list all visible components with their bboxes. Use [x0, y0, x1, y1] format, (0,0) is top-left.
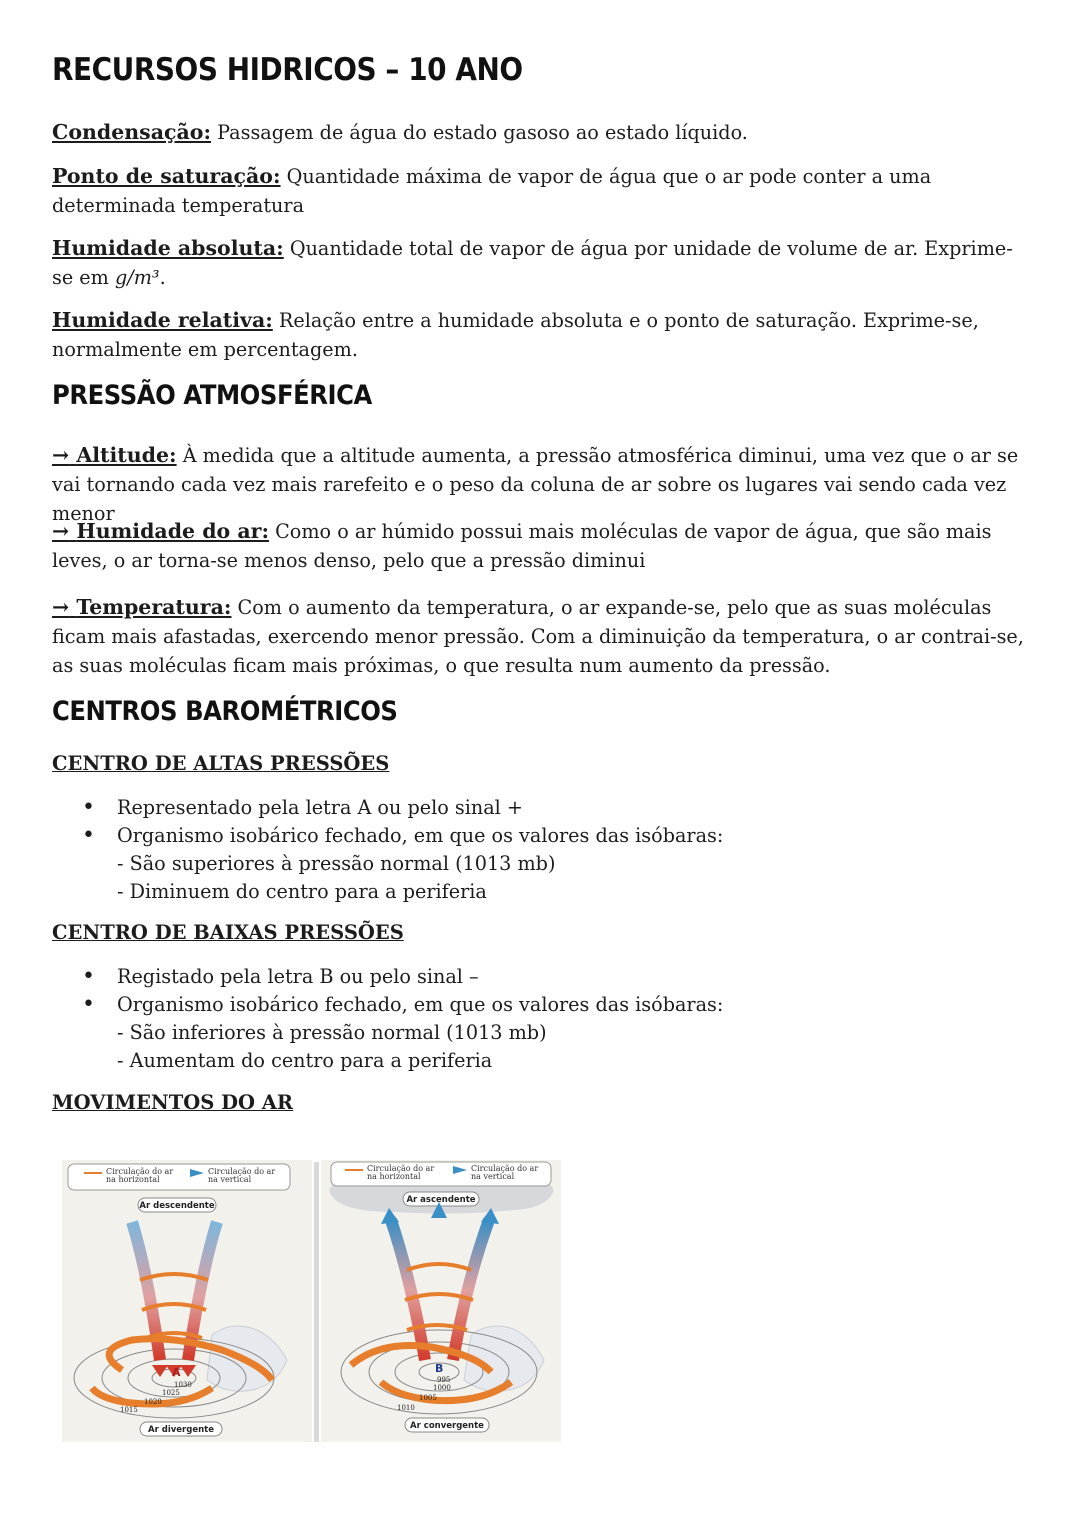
- term-label: Humidade absoluta:: [52, 236, 284, 260]
- center-letter: B: [435, 1362, 444, 1375]
- top-label: Ar ascendente: [406, 1195, 476, 1205]
- definition-humidade-absoluta: [52, 234, 1027, 292]
- legend-v-line1: Circulação do ar: [208, 1167, 276, 1176]
- figure-ciclone: [321, 1160, 561, 1442]
- term-label: Condensação:: [52, 120, 212, 144]
- list-item: • Organismo isobárico fechado, em que os valores das isóbaras:: [52, 991, 1027, 1019]
- isobar-value: 1025: [162, 1389, 180, 1397]
- legend-h-line1: Circulação do ar: [106, 1167, 174, 1176]
- definition-text: Passagem de água do estado gasoso ao estado líquido.: [211, 121, 748, 144]
- isobar-value: 1030: [174, 1381, 192, 1389]
- ascending-arrow: [391, 1220, 425, 1360]
- arrow-icon: →: [52, 519, 70, 543]
- subheading-baixas-pressoes: CENTRO DE BAIXAS PRESSÕES: [52, 921, 404, 944]
- top-label: Ar descendente: [139, 1201, 215, 1211]
- term-label: Humidade do ar:: [76, 519, 270, 543]
- definition-end: .: [159, 266, 166, 289]
- term-label: Humidade relativa:: [52, 308, 273, 332]
- list-item: • Organismo isobárico fechado, em que os valores das isóbaras:: [52, 822, 1027, 850]
- center-letter: A: [172, 1366, 181, 1379]
- term-label: Temperatura:: [76, 595, 232, 619]
- list-item: • Representado pela letra A ou pelo sinal +: [52, 794, 1027, 822]
- arrow-icon: →: [52, 443, 70, 467]
- figure-anticiclone: [62, 1160, 312, 1442]
- legend-h-line2: na horizontal: [367, 1172, 421, 1181]
- pressao-item-temperatura: [52, 593, 1027, 680]
- isobar-value: 995: [437, 1376, 451, 1384]
- unit-formula: g/m³: [114, 266, 160, 289]
- figure-divider: [314, 1162, 319, 1442]
- term-label: Altitude:: [76, 443, 177, 467]
- legend-h-line2: na horizontal: [106, 1175, 160, 1184]
- subheading-movimentos: MOVIMENTOS DO AR: [52, 1091, 294, 1114]
- page-title: RECURSOS HIDRICOS – 10 ANO: [52, 52, 523, 88]
- bottom-label: Ar convergente: [410, 1421, 484, 1431]
- isobar-value: 1000: [433, 1384, 451, 1392]
- term-label: Ponto de saturação:: [52, 164, 281, 188]
- list-baixas-pressoes: [52, 963, 1027, 1075]
- definition-humidade-relativa: [52, 306, 1027, 364]
- definition-text: Quantidade máxima de vapor de água que o ar pode conter a uma determinada temperatura: [52, 165, 932, 217]
- pressao-item-humidade: [52, 517, 1027, 575]
- definition-text: Quantidade total de vapor de água por unidade de volume de ar. Exprime-se em: [52, 237, 1013, 289]
- legend-v-line2: na vertical: [471, 1172, 515, 1181]
- item-text: À medida que a altitude aumenta, a pressão atmosférica diminui, uma vez que o ar se vai tornando cada vez mais rarefeito e o peso da coluna de ar sobre os lugares vai sendo cada vez menor: [52, 444, 1019, 525]
- item-text: Como o ar húmido possui mais moléculas de vapor de água, que são mais leves, o ar torna-se menos denso, pelo que a pressão diminui: [52, 520, 992, 572]
- isobar-value: 1020: [144, 1398, 162, 1406]
- definition-ponto-saturacao: [52, 162, 1027, 220]
- definition-condensacao: [52, 118, 1027, 147]
- list-item: • Registado pela letra B ou pelo sinal –: [52, 963, 1027, 991]
- isobar-value: 1010: [397, 1404, 415, 1412]
- section-heading-pressao: PRESSÃO ATMOSFÉRICA: [52, 380, 372, 411]
- list-subitem: - São inferiores à pressão normal (1013 mb): [117, 1021, 547, 1044]
- list-altas-pressoes: [52, 794, 1027, 906]
- legend-h-line1: Circulação do ar: [367, 1164, 435, 1173]
- isobar-value: 1005: [419, 1394, 437, 1402]
- bottom-label: Ar divergente: [148, 1425, 214, 1435]
- list-subitem: - Diminuem do centro para a periferia: [117, 880, 487, 903]
- isobar-value: 1015: [120, 1406, 138, 1414]
- arrow-icon: →: [52, 595, 70, 619]
- item-text: Com o aumento da temperatura, o ar expande-se, pelo que as suas moléculas ficam mais afastadas, exercendo menor pressão. Com a diminuição da temperatura, o ar contrai-se, as suas moléculas ficam mais próximas, o que resulta num aumento da pressão.: [52, 596, 1024, 677]
- pressao-item-altitude: [52, 441, 1027, 528]
- subheading-altas-pressoes: CENTRO DE ALTAS PRESSÕES: [52, 752, 390, 775]
- section-heading-centros: CENTROS BAROMÉTRICOS: [52, 696, 398, 727]
- list-subitem: - São superiores à pressão normal (1013 mb): [117, 852, 556, 875]
- definition-text: Relação entre a humidade absoluta e o ponto de saturação. Exprime-se, normalmente em percentagem.: [52, 309, 979, 361]
- legend-v-line1: Circulação do ar: [471, 1164, 539, 1173]
- list-subitem: - Aumentam do centro para a periferia: [117, 1049, 493, 1072]
- legend-v-line2: na vertical: [208, 1175, 252, 1184]
